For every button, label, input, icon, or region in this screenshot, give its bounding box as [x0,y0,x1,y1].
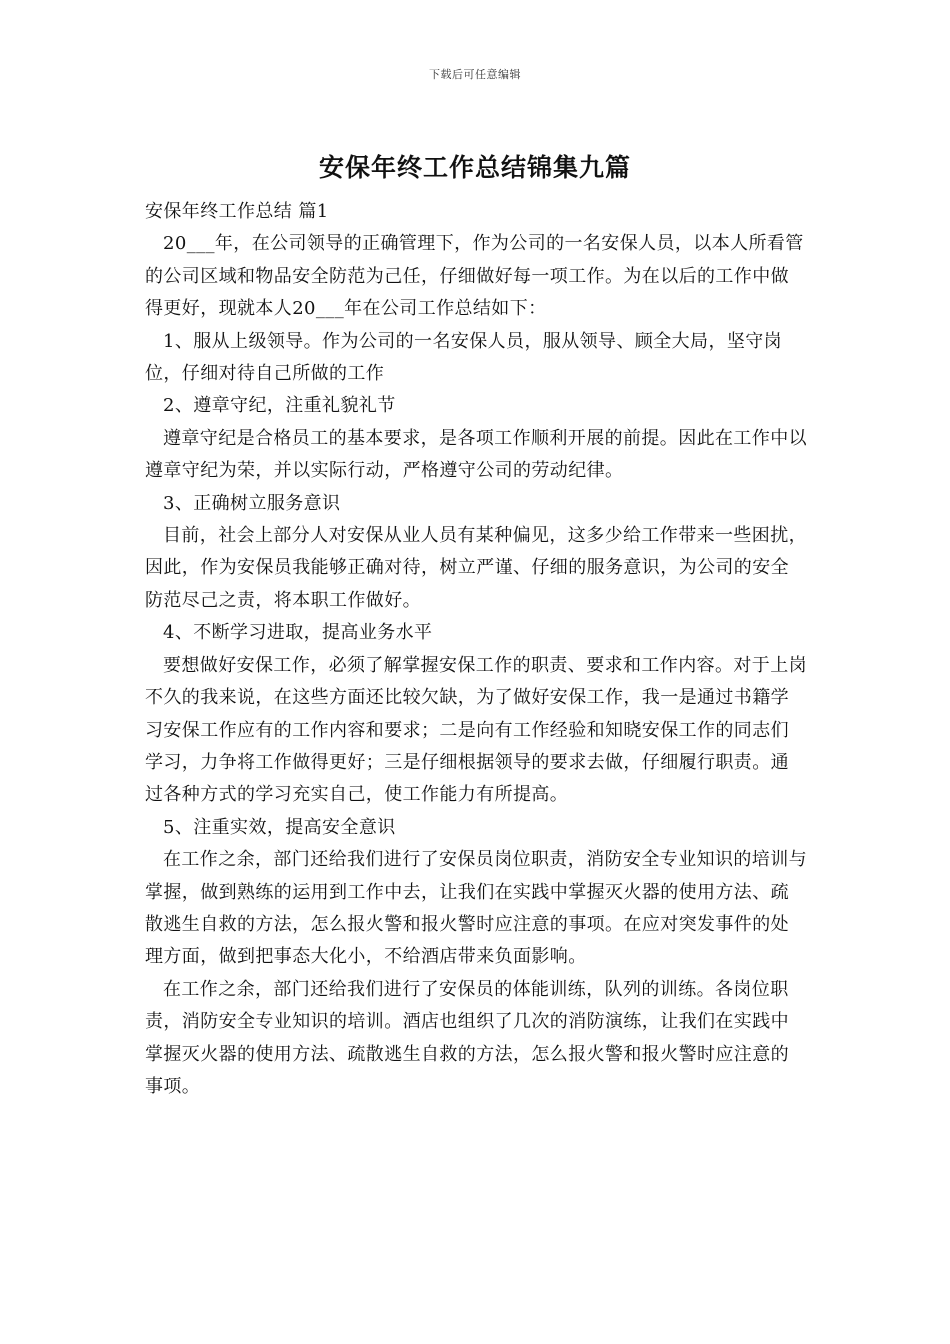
section-label: 安保年终工作总结 篇1 [145,201,329,222]
paragraph-item-3: 目前，社会上部分人对安保从业人员有某种偏见，这多少给工作带来一些困扰，因此，作为安保员我能够正确对待，树立严谨、仔细的服务意识，为公司的安全防范尽己之责，将本职工作做好。 [145,525,807,611]
subheading-2: 2、遵章守纪，注重礼貌礼节 [163,395,396,417]
header-note: 下载后可任意编辑 [429,68,521,81]
subheading-5: 5、注重实效，提高安全意识 [163,816,396,838]
subheading-3: 3、正确树立服务意识 [163,492,341,514]
paragraph-item-1: 1、服从上级领导。作为公司的一名安保人员，服从领导、顾全大局，坚守岗位，仔细对待自己所做的工作 [145,330,783,385]
paragraph-item-5a: 在工作之余，部门还给我们进行了安保员岗位职责，消防安全专业知识的培训与掌握，做到熟练的运用到工作中去，让我们在实践中掌握灭火器的使用方法、疏散逃生自救的方法，怎么报火警和报火警时应注意的事项。在应对突发事件的处理方面，做到把事态大化小，不给酒店带来负面影响。 [145,849,807,968]
subheading-4: 4、不断学习进取，提高业务水平 [163,622,433,644]
paragraph-item-4: 要想做好安保工作，必须了解掌握安保工作的职责、要求和工作内容。对于上岗不久的我来说，在这些方面还比较欠缺，为了做好安保工作，我一是通过书籍学习安保工作应有的工作内容和要求；二是向有工作经验和知晓安保工作的同志们学习，力争将工作做得更好；三是仔细根据领导的要求去做，仔细履行职责。通过各种方式的学习充实自己，使工作能力有所提高。 [145,654,807,806]
paragraph-item-2: 遵章守纪是合格员工的基本要求，是各项工作顺利开展的前提。因此在工作中以遵章守纪为荣，并以实际行动，严格遵守公司的劳动纪律。 [145,427,807,482]
paragraph-item-5b: 在工作之余，部门还给我们进行了安保员的体能训练，队列的训练。各岗位职责，消防安全专业知识的培训。酒店也组织了几次的消防演练，让我们在实践中掌握灭火器的使用方法、疏散逃生自救的方法，怎么报火警和报火警时应注意的事项。 [145,978,789,1097]
paragraph-intro: 20___年，在公司领导的正确管理下，作为公司的一名安保人员，以本人所看管的公司区域和物品安全防范为己任，仔细做好每一项工作。为在以后的工作中做得更好，现就本人20___年在公司工作总结如下： [145,233,804,320]
document-title: 安保年终工作总结锦集九篇 [318,153,631,182]
document-body [145,196,807,1103]
